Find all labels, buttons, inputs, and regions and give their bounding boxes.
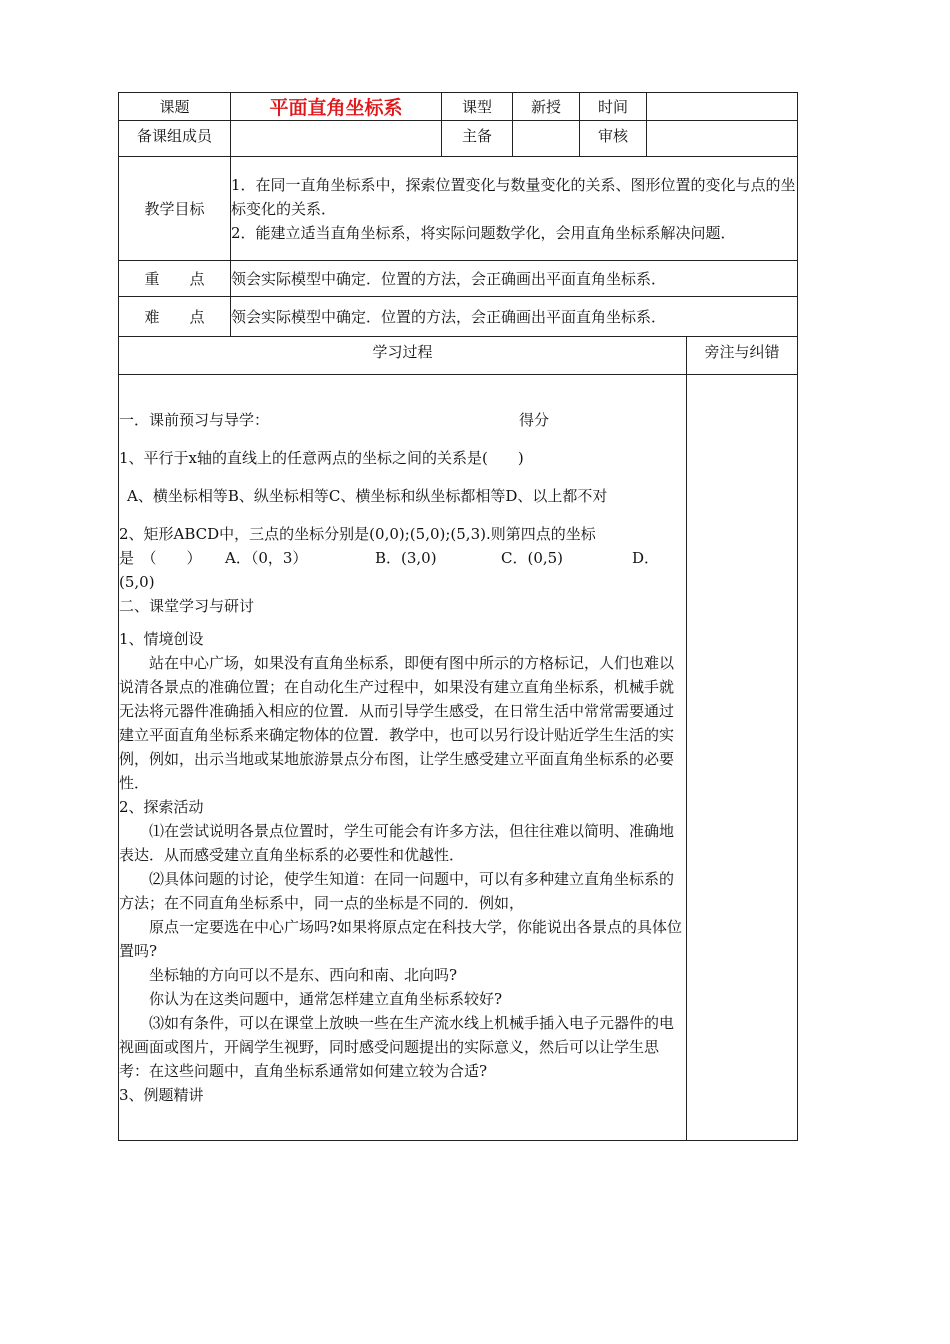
time-value bbox=[647, 93, 798, 121]
section-1-title: 一．课前预习与导学： bbox=[119, 411, 270, 429]
question-2-option-a: A．（0，3） bbox=[225, 549, 308, 567]
section-1-line bbox=[119, 408, 686, 432]
subsection-3-title: 3、例题精讲 bbox=[119, 1086, 204, 1104]
lesson-type-label: 课型 bbox=[442, 93, 513, 121]
subsection-1-title: 1、情境创设 bbox=[119, 630, 204, 648]
topic-title: 平面直角坐标系 bbox=[231, 93, 442, 121]
topic-label: 课题 bbox=[119, 93, 231, 121]
question-1-options: A、横坐标相等B、纵坐标相等C、横坐标和纵坐标都相等D、以上都不对 bbox=[127, 487, 608, 505]
lead-label: 主备 bbox=[442, 121, 513, 157]
key-point-label: 重 点 bbox=[119, 261, 231, 297]
question-2-line-3: (5,0) bbox=[119, 573, 155, 591]
group-value bbox=[231, 121, 442, 157]
goal-item-2: 2．能建立适当直角坐标系，将实际问题数学化，会用直角坐标系解决问题． bbox=[231, 223, 736, 242]
process-content bbox=[119, 375, 687, 1141]
goals-label: 教学目标 bbox=[119, 157, 231, 261]
subsection-2-question-3: 你认为在这类问题中，通常怎样建立直角坐标系较好? bbox=[149, 990, 503, 1008]
question-2-option-d: D． bbox=[631, 549, 659, 567]
side-notes-header: 旁注与纠错 bbox=[687, 337, 798, 375]
score-label: 得分 bbox=[519, 411, 550, 429]
question-2-prefix: 是 （ ） bbox=[119, 549, 202, 567]
subsection-2-question-2: 坐标轴的方向可以不是东、西向和南、北向吗? bbox=[149, 966, 458, 984]
subsection-2-paragraph-1: ⑴在尝试说明各景点位置时，学生可能会有许多方法，但往往难以简明、准确地表达．从而感受建立直角坐标系的必要性和优越性． bbox=[119, 822, 675, 864]
key-point-text: 领会实际模型中确定．位置的方法，会正确画出平面直角坐标系． bbox=[231, 261, 798, 297]
side-notes-area bbox=[687, 375, 798, 1141]
review-label: 审核 bbox=[580, 121, 647, 157]
subsection-1-paragraph: 站在中心广场，如果没有直角坐标系，即便有图中所示的方格标记，人们也难以说清各景点的准确位置；在自动化生产过程中，如果没有建立直角坐标系，机械手就无法将元器件准确插入相应的位置．从而引导学生感受，在日常生活中常常需要通过建立平面直角坐标系来确定物体的位置．教学中，也可以另行设计贴近学生生活的实例，例如，出示当地或某地旅游景点分布图，让学生感受建立平面直角坐标系的必要性． bbox=[119, 654, 675, 792]
section-2-title: 二、课堂学习与研讨 bbox=[119, 597, 255, 615]
question-2-option-c: C．(0,5) bbox=[501, 549, 564, 567]
subsection-2-question-1: 原点一定要选在中心广场吗?如果将原点定在科技大学，你能说出各景点的具体位置吗? bbox=[119, 918, 683, 960]
question-2-option-b: B．(3,0) bbox=[375, 549, 437, 567]
group-label: 备课组成员 bbox=[119, 121, 231, 157]
goals-content bbox=[231, 157, 798, 261]
question-2-line-1: 2、矩形ABCD中，三点的坐标分别是(0,0);(5,0);(5,3).则第四点的坐标 bbox=[119, 525, 596, 543]
goal-item-1: 1．在同一直角坐标系中，探索位置变化与数量变化的关系、图形位置的变化与点的坐标变化的关系． bbox=[231, 175, 796, 218]
lesson-plan-table bbox=[118, 92, 798, 1141]
lesson-type-value: 新授 bbox=[513, 93, 580, 121]
subsection-2-paragraph-2: ⑵具体问题的讨论，使学生知道：在同一问题中，可以有多种建立直角坐标系的方法；在不同直角坐标系中，同一点的坐标是不同的．例如， bbox=[119, 870, 675, 912]
question-1: 1、平行于x轴的直线上的任意两点的坐标之间的关系是( ) bbox=[119, 449, 524, 467]
lead-value bbox=[513, 121, 580, 157]
process-header: 学习过程 bbox=[119, 337, 687, 375]
review-value bbox=[647, 121, 798, 157]
subsection-2-title: 2、探索活动 bbox=[119, 798, 204, 816]
question-2-options bbox=[119, 546, 686, 570]
difficulty-text: 领会实际模型中确定．位置的方法，会正确画出平面直角坐标系． bbox=[231, 297, 798, 337]
time-label: 时间 bbox=[580, 93, 647, 121]
difficulty-label: 难 点 bbox=[119, 297, 231, 337]
subsection-2-paragraph-3: ⑶如有条件，可以在课堂上放映一些在生产流水线上机械手插入电子元器件的电视画面或图片，开阔学生视野，同时感受问题提出的实际意义，然后可以让学生思考：在这些问题中，直角坐标系通常如何建立较为合适? bbox=[119, 1014, 675, 1080]
